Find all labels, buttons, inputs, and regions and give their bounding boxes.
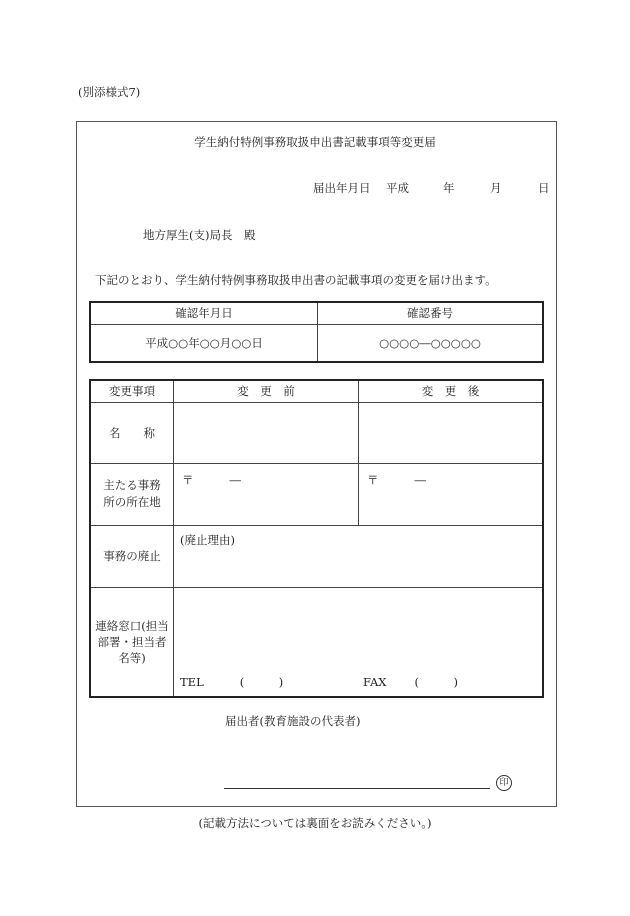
contact-field[interactable] [174,587,544,697]
confirm-number-value: ○○○○―○○○○○ [318,324,544,362]
date-era: 平成 [386,181,409,195]
postal-mark: 〒 [367,472,379,487]
name-before-field[interactable] [174,402,359,463]
form-label: (別添様式7) [78,85,141,99]
date-month: 月 [490,181,502,195]
confirm-date-header: 確認年月日 [90,302,318,324]
date-label: 届出年月日 [313,181,371,195]
page-title: 学生納付特例事務取扱申出書記載事項等変更届 [194,135,436,149]
address-before-field[interactable] [174,463,359,525]
fax-paren: ( ) [414,675,458,689]
confirm-date-value: 平成○○年○○月○○日 [90,324,318,362]
date-year: 年 [443,181,455,195]
signature-line[interactable] [224,788,490,789]
postal-dash: ― [229,472,241,487]
footnote: (記載方法については裏面をお読みください。) [198,816,432,830]
tel-paren: ( ) [239,675,284,689]
fax-label: FAX [363,675,387,689]
seal-mark: 印 [496,775,512,791]
confirm-table [89,301,544,363]
tel-label: TEL [180,675,204,689]
address-after-field[interactable] [359,463,544,525]
abolition-reason-label: (廃止理由) [180,532,235,547]
name-after-field[interactable] [359,402,544,463]
postal-mark: 〒 [182,472,194,487]
header-before: 変 更 前 [174,380,359,402]
header-after: 変 更 後 [359,380,544,402]
addressee: 地方厚生(支)局長 殿 [143,228,256,242]
postal-dash: ― [414,472,426,487]
confirm-number-header: 確認番号 [318,302,544,324]
change-table [89,379,544,698]
row-abolition-label: 事務の廃止 [90,525,174,587]
row-contact-label: 連絡窓口(担当部署・担当者名等) [90,587,174,697]
row-address-label: 主たる事務所の所在地 [90,463,174,525]
date-day: 日 [538,181,550,195]
header-item: 変更事項 [90,380,174,402]
statement: 下記のとおり、学生納付特例事務取扱申出書の記載事項の変更を届け出ます。 [95,273,497,287]
submitter-label: 届出者(教育施設の代表者) [225,714,361,728]
row-name-label: 名 称 [90,402,174,463]
abolition-reason-field[interactable] [174,525,544,587]
